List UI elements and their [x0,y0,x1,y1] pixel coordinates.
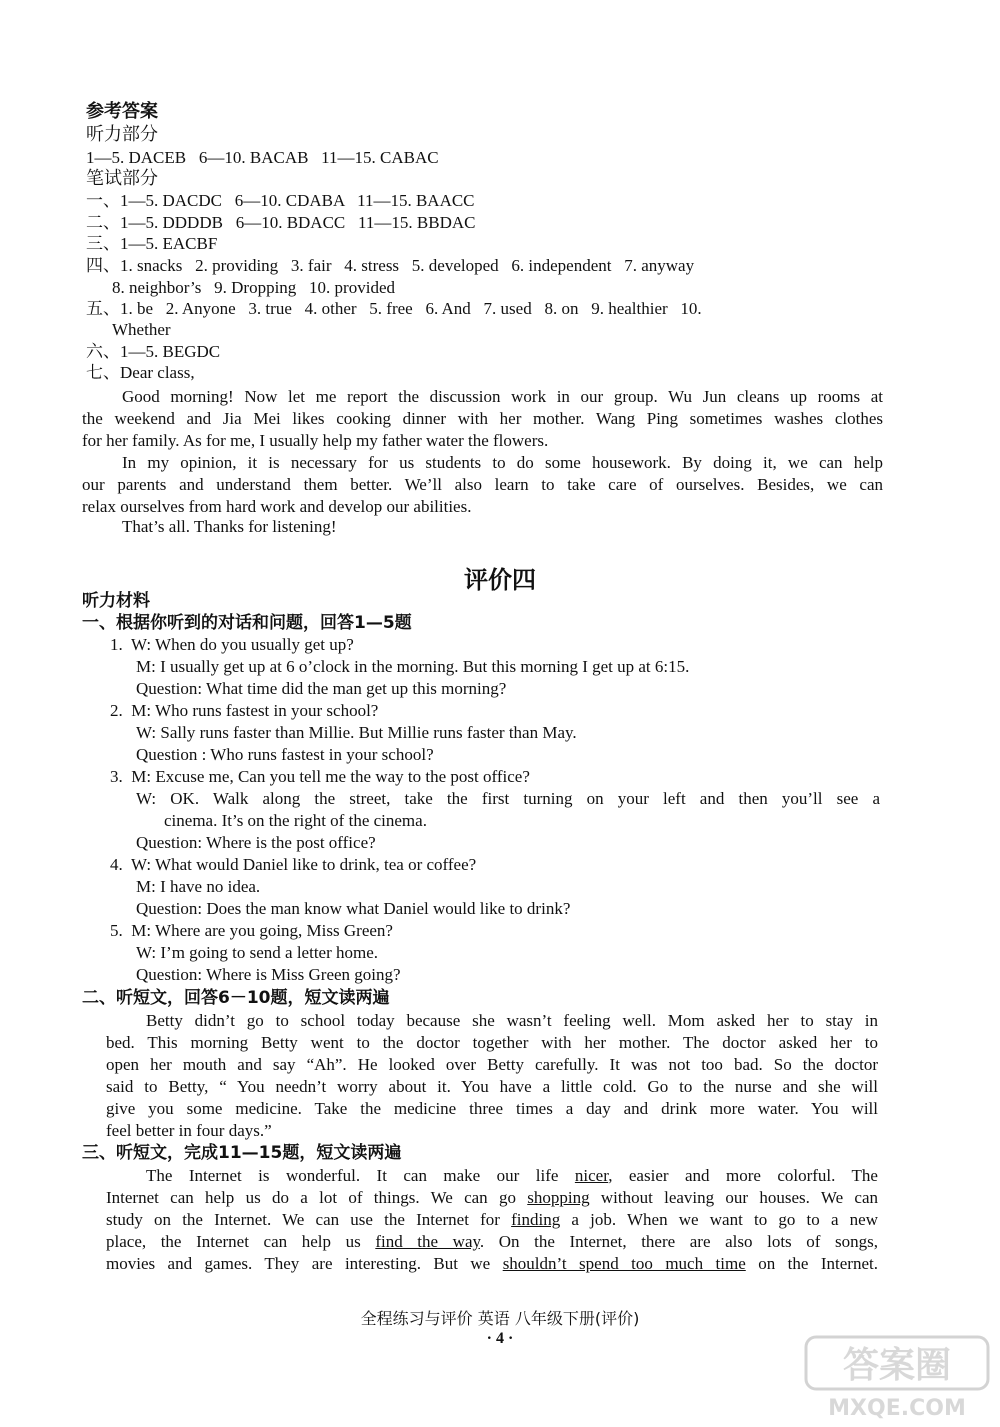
passage3-line: movies and games. They are interesting. But we shouldn’t spend too much time on the Internet. [106,1254,878,1273]
dialog-line: Question: Does the man know what Daniel would like to drink? [136,899,571,918]
dialog-line: M: I have no idea. [136,877,261,896]
dialog-line: M: I usually get up at 6 o’clock in the morning. But this morning I get up at 6:15. [136,657,690,676]
dialog-line: W: OK. Walk along the street, take the first turning on your left and then you’ll see a [136,789,880,808]
page-number: · 4 · [486,1330,514,1347]
dialog-line: cinema. It’s on the right of the cinema. [164,811,427,830]
part2-title: 二、听短文，回答6－10题，短文读两遍 [82,988,390,1008]
written-title: 笔试部分 [86,168,158,189]
essay-line-5: our parents and understand them better. We’ll also learn to take care of ourselves. Besides, we can [82,475,883,494]
passage2-line: bed. This morning Betty went to the doctor together with her mother. The doctor asked her to [106,1033,878,1052]
passage3-line: place, the Internet can help us find the way. On the Internet, there are also lots of songs, [106,1232,878,1251]
part3-title: 三、听短文，完成11—15题，短文读两遍 [82,1143,402,1163]
dialog-line: W: I’m going to send a letter home. [136,943,379,962]
dialog-line: 3. M: Excuse me, Can you tell me the way to the post office? [110,767,530,786]
underlined-answer: shouldn’t spend too much time [502,1254,746,1273]
footer-line: 全程练习与评价 英语 八年级下册(评价) [360,1309,640,1328]
dialog-line: Question: Where is the post office? [136,833,376,852]
answer-line-5a: 五、1. be 2. Anyone 3. true 4. other 5. free 6. And 7. used 8. on 9. healthier 10. [86,299,702,318]
answers-heading: 参考答案 [86,101,158,122]
watermark-bottom-text: MXQE.COM [828,1396,966,1421]
passage2-line: said to Betty, “ You needn’t worry about it. You have a little cold. Go to the nurse and she will [106,1077,878,1096]
answer-line-2: 二、1—5. DDDDB 6—10. BDACC 11—15. BBDAC [86,213,476,232]
underlined-answer: shopping [527,1188,590,1207]
passage3-line: Internet can help us do a lot of things. We can go shopping without leaving our houses. We can [106,1188,878,1207]
passage2-line: open her mouth and say “Ah”. He looked over Betty carefully. It was not too bad. So the doctor [106,1055,878,1074]
essay-line-4: In my opinion, it is necessary for us students to do some housework. By doing it, we can help [122,453,883,472]
essay-line-7: That’s all. Thanks for listening! [122,517,337,536]
dialog-line: 2. M: Who runs fastest in your school? [110,701,379,720]
passage3-line: The Internet is wonderful. It can make our life nicer, easier and more colorful. The [146,1166,878,1185]
answer-line-4b: 8. neighbor’s 9. Dropping 10. provided [112,278,395,297]
essay-line-2: the weekend and Jia Mei likes cooking dinner with her mother. Wang Ping sometimes washes clothes [82,409,883,428]
underlined-answer: nicer [574,1166,609,1185]
essay-line-6: relax ourselves from hard work and develop our abilities. [82,497,472,516]
underlined-answer: finding [511,1210,561,1229]
dialog-line: 4. W: What would Daniel like to drink, tea or coffee? [110,855,477,874]
answer-line-4a: 四、1. snacks 2. providing 3. fair 4. stress 5. developed 6. independent 7. anyway [86,256,695,275]
listening-title: 听力部分 [86,124,158,145]
passage3-line: study on the Internet. We can use the Internet for finding a job. When we want to go to a new [106,1210,878,1229]
part1-title: 一、根据你听到的对话和问题，回答1—5题 [82,613,412,633]
passage2-line: give you some medicine. Take the medicine three times a day and drink more water. You will [106,1099,878,1118]
answer-line-3: 三、1—5. EACBF [86,234,218,253]
answer-line-7: 七、Dear class, [86,363,195,382]
answer-line-6: 六、1—5. BEGDC [86,342,221,361]
watermark-logo [802,1333,992,1421]
dialog-line: 1. W: When do you usually get up? [110,635,354,654]
dialog-line: Question: What time did the man get up this morning? [136,679,507,698]
answer-line-1: 一、1—5. DACDC 6—10. CDABA 11—15. BAACC [86,191,475,210]
essay-line-3: for her family. As for me, I usually help my father water the flowers. [82,431,549,450]
dialog-line: W: Sally runs faster than Millie. But Millie runs faster than May. [136,723,577,742]
dialog-line: 5. M: Where are you going, Miss Green? [110,921,393,940]
underlined-answer: find the way [375,1232,480,1251]
passage2-line: feel better in four days.” [106,1121,272,1140]
listening-answers: 1—5. DACEB 6—10. BACAB 11—15. CABAC [86,148,439,167]
dialog-line: Question : Who runs fastest in your school? [136,745,434,764]
essay-line-1: Good morning! Now let me report the discussion work in our group. Wu Jun cleans up rooms at [122,387,883,406]
passage2-line: Betty didn’t go to school today because she wasn’t feeling well. Mom asked her to stay in [146,1011,878,1030]
answer-line-5b: Whether [112,320,171,339]
materials-heading: 听力材料 [82,591,150,611]
watermark-top-text: 答案圈 [842,1345,952,1386]
dialog-line: Question: Where is Miss Green going? [136,965,401,984]
section-title: 评价四 [464,566,536,594]
